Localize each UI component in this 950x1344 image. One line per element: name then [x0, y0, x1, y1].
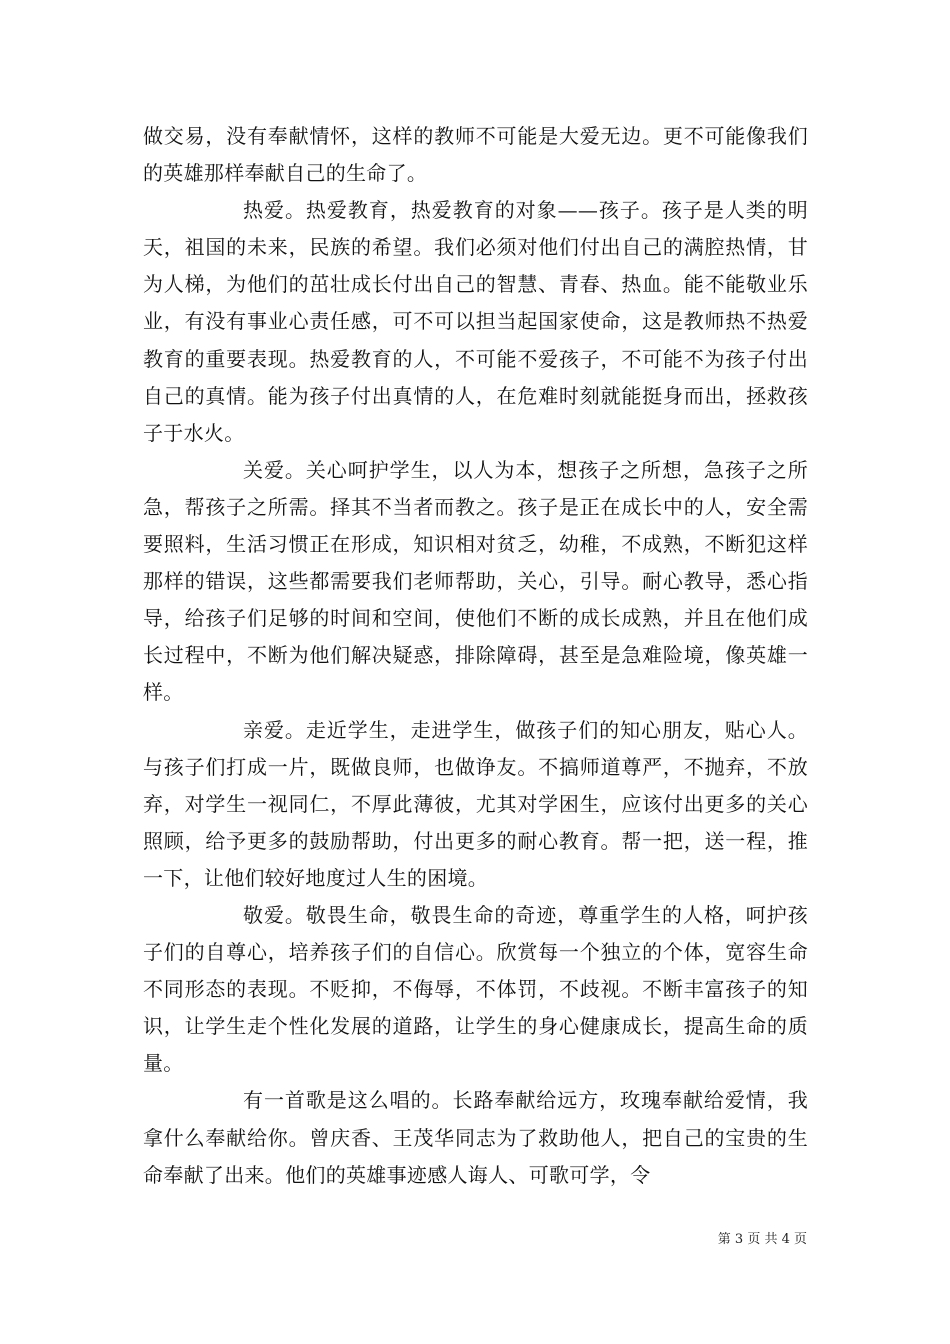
paragraph-jing-ai: 敬爱。敬畏生命，敬畏生命的奇迹，尊重学生的人格，呵护孩子们的自尊心，培养孩子们的自信心。欣赏每一个独立的个体，宽容生命不同形态的表现。不贬抑，不侮辱，不体罚，不歧视。不断丰富孩子的知识，让学生走个性化发展的道路，让学生的身心健康成长，提高生命的质量。	[143, 902, 808, 1076]
paragraph-guan-ai: 关爱。关心呵护学生，以人为本，想孩子之所想，急孩子之所急，帮孩子之所需。择其不当者而教之。孩子是正在成长中的人，安全需要照料，生活习惯正在形成，知识相对贫乏，幼稚，不成熟，不断犯这样那样的错误，这些都需要我们老师帮助，关心，引导。耐心教导，悉心指导，给孩子们足够的时间和空间，使他们不断的成长成熟，并且在他们成长过程中，不断为他们解决疑惑，排除障碍，甚至是急难险境，像英雄一样。	[143, 457, 808, 705]
paragraph-qin-ai: 亲爱。走近学生，走进学生，做孩子们的知心朋友，贴心人。与孩子们打成一片，既做良师，也做诤友。不搞师道尊严，不抛弃，不放弃，对学生一视同仁，不厚此薄彼，尤其对学困生，应该付出更多的关心照顾，给予更多的鼓励帮助，付出更多的耐心教育。帮一把，送一程，推一下，让他们较好地度过人生的困境。	[143, 717, 808, 890]
paragraph-re-ai: 热爱。热爱教育，热爱教育的对象——孩子。孩子是人类的明天，祖国的未来，民族的希望。我们必须对他们付出自己的满腔热情，甘为人梯，为他们的茁壮成长付出自己的智慧、青春、热血。能不能敬业乐业，有没有事业心责任感，可不可以担当起国家使命，这是教师热不热爱教育的重要表现。热爱教育的人，不可能不爱孩子，不可能不为孩子付出自己的真情。能为孩子付出真情的人，在危难时刻就能挺身而出，拯救孩子于水火。	[143, 198, 808, 445]
page-number: 第 3 页 共 4 页	[717, 1232, 807, 1247]
paragraph-song: 有一首歌是这么唱的。长路奉献给远方，玫瑰奉献给爱情，我拿什么奉献给你。曾庆香、王茂华同志为了救助他人，把自己的宝贵的生命奉献了出来。他们的英雄事迹感人诲人、可歌可学，令	[143, 1088, 808, 1187]
paragraph-continuation: 做交易，没有奉献情怀，这样的教师不可能是大爱无边。更不可能像我们的英雄那样奉献自己的生命了。	[143, 124, 808, 186]
document-body	[143, 118, 808, 1194]
